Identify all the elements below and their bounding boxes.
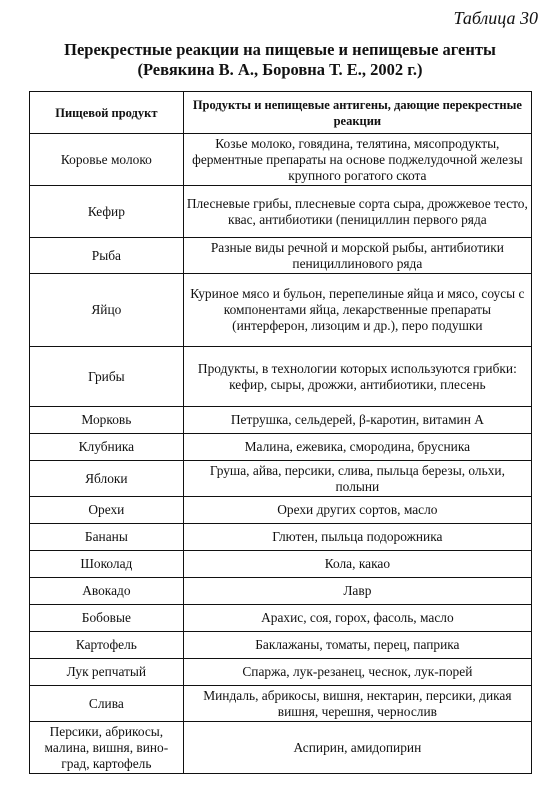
table-row: [30, 134, 532, 186]
food-cell: Шоколад: [30, 551, 184, 578]
header-antigens: Продукты и непищевые антигены, дающие перекрестные реакции: [183, 92, 531, 134]
food-cell: Рыба: [30, 238, 184, 274]
table-row: [30, 461, 532, 497]
table-row: [30, 238, 532, 274]
table-row: [30, 524, 532, 551]
food-cell: Орехи: [30, 497, 184, 524]
table-row: [30, 551, 532, 578]
antigens-cell: Лавр: [183, 578, 531, 605]
table-row: [30, 407, 532, 434]
antigens-cell: Груша, айва, персики, слива, пыльца березы, ольхи, полыни: [183, 461, 531, 497]
table-row: [30, 347, 532, 407]
antigens-cell: Арахис, соя, горох, фасоль, масло: [183, 605, 531, 632]
header-row: [30, 92, 532, 134]
antigens-cell: Глютен, пыльца подорожника: [183, 524, 531, 551]
food-cell: Коровье молоко: [30, 134, 184, 186]
food-cell: Яйцо: [30, 274, 184, 347]
food-cell: Персики, абрикосы, малина, вишня, виноград, картофель: [30, 722, 184, 774]
antigens-cell: Малина, ежевика, смородина, брусника: [183, 434, 531, 461]
antigens-cell: Плесневые грибы, плесневые сорта сыра, дрожжевое тесто, квас, антибиотики (пенициллин первого ряда: [183, 186, 531, 238]
food-cell: Клубника: [30, 434, 184, 461]
antigens-cell: Разные виды речной и морской рыбы, антибиотики пенициллинового ряда: [183, 238, 531, 274]
antigens-cell: Кола, какао: [183, 551, 531, 578]
antigens-cell: Куриное мясо и бульон, перепелиные яйца и мясо, соусы с компонентами яйца, лекарственные препараты (интерферон, лизоцим и др.), перо подушки: [183, 274, 531, 347]
table-title: [0, 40, 560, 80]
table-row: [30, 659, 532, 686]
antigens-cell: Аспирин, амидопирин: [183, 722, 531, 774]
food-cell: Яблоки: [30, 461, 184, 497]
food-cell: Лук репчатый: [30, 659, 184, 686]
antigens-cell: Петрушка, сельдерей, β-каротин, витамин А: [183, 407, 531, 434]
antigens-cell: Козье молоко, говядина, телятина, мясопродукты, ферментные препараты на основе поджелудочной железы крупного рогатого скота: [183, 134, 531, 186]
food-cell: Авокадо: [30, 578, 184, 605]
table-number: Таблица 30: [453, 8, 538, 28]
header-food: Пищевой продукт: [30, 92, 184, 134]
table-row: [30, 434, 532, 461]
table-row: [30, 186, 532, 238]
antigens-cell: Баклажаны, томаты, перец, паприка: [183, 632, 531, 659]
table-row: [30, 497, 532, 524]
cross-reactions-table: [29, 91, 532, 774]
table-row: [30, 274, 532, 347]
food-cell: Морковь: [30, 407, 184, 434]
table-row: [30, 686, 532, 722]
table-row: [30, 578, 532, 605]
antigens-cell: Продукты, в технологии которых используются грибки: кефир, сыры, дрожжи, антибиотики, плесень: [183, 347, 531, 407]
food-cell: Картофель: [30, 632, 184, 659]
antigens-cell: Миндаль, абрикосы, вишня, нектарин, персики, дикая вишня, черешня, чернослив: [183, 686, 531, 722]
food-cell: Бобовые: [30, 605, 184, 632]
table-row: [30, 722, 532, 774]
table-row: [30, 632, 532, 659]
food-cell: Кефир: [30, 186, 184, 238]
antigens-cell: Спаржа, лук-резанец, чеснок, лук-порей: [183, 659, 531, 686]
food-cell: Грибы: [30, 347, 184, 407]
antigens-cell: Орехи других сортов, масло: [183, 497, 531, 524]
table-row: [30, 605, 532, 632]
title-line-2: (Ревякина В. А., Боровна Т. Е., 2002 г.): [137, 60, 423, 79]
food-cell: Бананы: [30, 524, 184, 551]
food-cell: Слива: [30, 686, 184, 722]
title-line-1: Перекрестные реакции на пищевые и непищевые агенты: [64, 40, 496, 59]
